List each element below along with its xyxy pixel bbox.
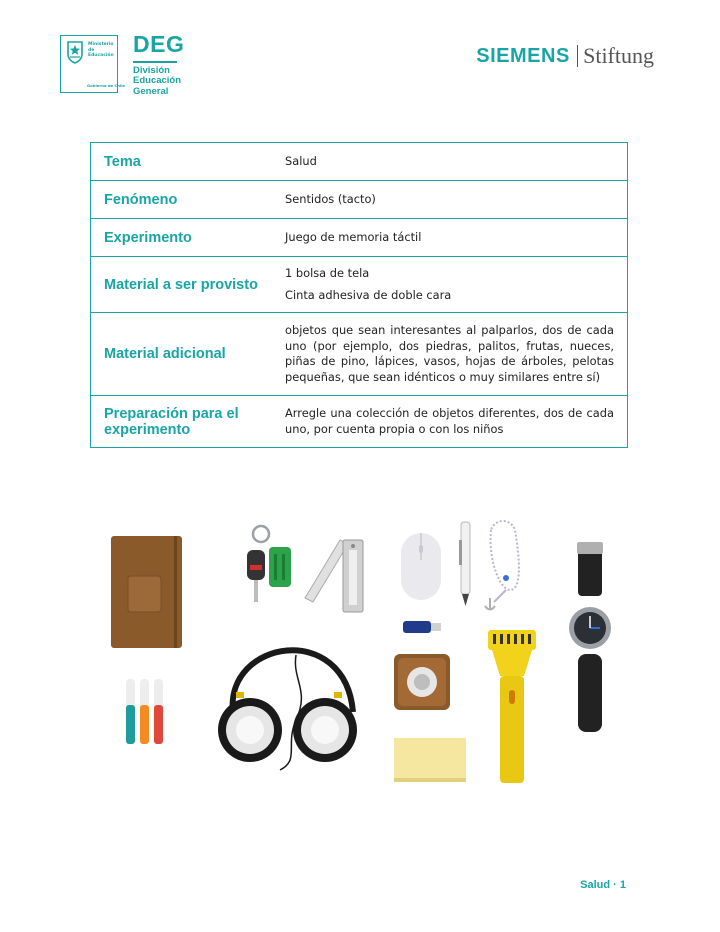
pen-icon [459, 522, 470, 606]
siemens-stiftung-logo [476, 43, 654, 69]
government-label: Gobierno de Chile [87, 83, 126, 88]
page-header [0, 0, 720, 120]
row-label: Tema [91, 143, 267, 181]
page-footer: Salud · 1 [580, 879, 626, 891]
usb-stick-icon [403, 621, 441, 633]
deg-logo [133, 33, 184, 97]
deg-line-2: Educación [133, 75, 182, 86]
notebook-icon [111, 536, 182, 648]
flashlight-icon [488, 630, 536, 783]
value-line: Salud [285, 153, 317, 168]
table-row-material-adicional [91, 313, 628, 396]
sticky-notes-icon [394, 738, 466, 782]
ministry-label: Ministerio de Educación [88, 42, 114, 58]
experiment-info-table [90, 142, 628, 448]
mineduc-logo [60, 35, 126, 93]
table-row-experimento [91, 219, 628, 257]
row-label: Material adicional [91, 313, 267, 396]
deg-line-3: General [133, 85, 169, 97]
multitool-icon [305, 540, 363, 612]
row-value [266, 219, 628, 257]
value-line: Sentidos (tacto) [285, 191, 376, 206]
value-line: objetos que sean interesantes al palparlos, dos de cada uno (por ejemplo, dos piedras, palitos, frutas, nueces, piñas de pino, lápices, vasos, hojas de árboles, pelotas pequeñas, que sean idénticos o muy similares entre sí) [285, 323, 614, 384]
value-line: Juego de memoria táctil [285, 229, 422, 244]
table-row-preparacion [91, 396, 628, 448]
speaker-icon [394, 654, 450, 710]
siemens-brand: SIEMENS [476, 44, 570, 67]
watch-icon [569, 542, 611, 732]
row-value [266, 143, 628, 181]
deg-line-1: División [133, 64, 170, 76]
row-label: Material a ser provisto [91, 257, 267, 313]
table-row-material-provisto [91, 257, 628, 313]
row-value [266, 181, 628, 219]
stiftung-label: Stiftung [583, 43, 654, 68]
table-row-fenomeno [91, 181, 628, 219]
row-label: Preparación para el experimento [91, 396, 267, 448]
value-line: Arregle una colección de objetos diferentes, dos de cada uno, por cuenta propia o con los niños [285, 406, 614, 436]
value-line: 1 bolsa de tela [285, 266, 370, 280]
markers-icon [126, 679, 163, 744]
table-row-tema [91, 143, 628, 181]
row-label: Fenómeno [91, 181, 267, 219]
row-value [266, 313, 628, 396]
deg-title: DEG [133, 31, 185, 57]
row-value [266, 257, 628, 313]
deg-divider [133, 61, 177, 63]
headphones-icon [218, 650, 357, 770]
value-line: Cinta adhesiva de doble cara [285, 287, 452, 302]
rosary-icon [485, 521, 519, 610]
crest-icon [65, 40, 85, 64]
row-label: Experimento [91, 219, 267, 257]
objects-illustration [0, 500, 720, 800]
logo-separator [577, 45, 578, 67]
row-value [266, 396, 628, 448]
keys-icon [247, 526, 291, 602]
mouse-icon [401, 533, 441, 600]
